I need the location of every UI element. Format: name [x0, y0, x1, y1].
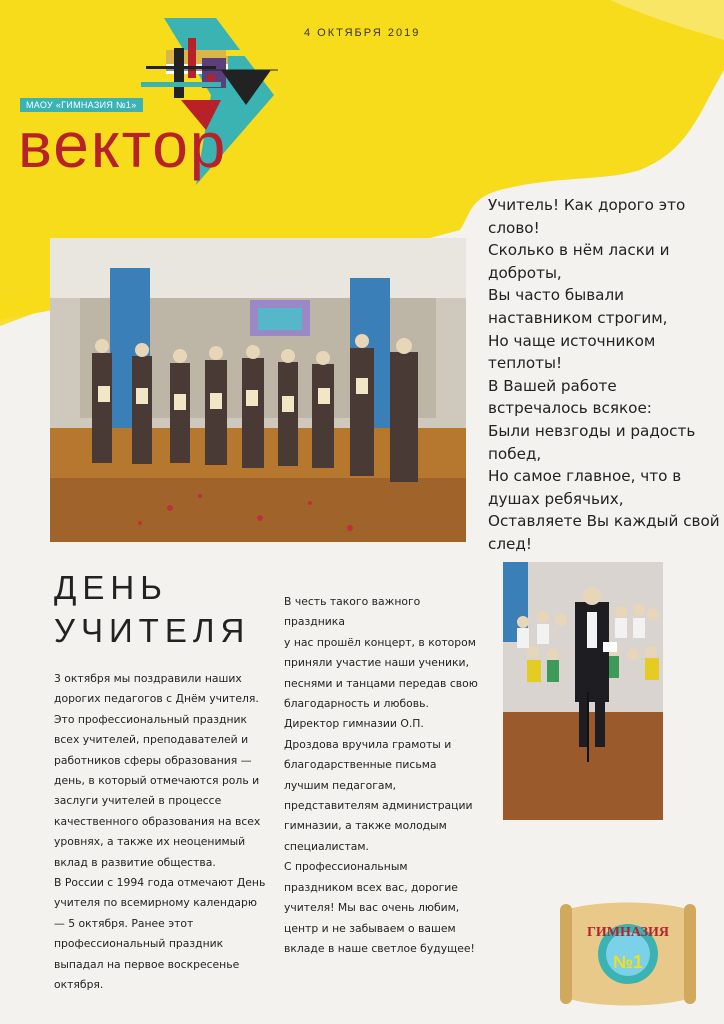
article-text-left: 3 октября мы поздравили наших дорогих педагогов с Днём учителя. Это профессиональный праздник всех учителей, преподавателей и работников сферы образования — день, в который отмечаются роль и заслуги учителей в процессе качественного образования на всех уровнях, а также их неоценимый вклад в развитие общества. В России с 1994 года отмечают День учителя по всемирному календарю — 5 октября. Ранее этот профессиональный праздник выпадал на первое воскресенье октября.	[54, 672, 266, 992]
issue-date: 4 ОКТЯБРЯ 2019	[304, 27, 421, 39]
article-title: ДЕНЬ УЧИТЕЛЯ	[54, 569, 251, 649]
teacher-poem: Учитель! Как дорого это слово! Сколько в нём ласки и доброты, Вы часто бывали наставником строгим, Но чаще источником теплоты! В Вашей работе встречалось всякое: Были невзгоды и радость побед, Но самое главное, что в душах ребячьих, Оставляете Вы каждый свой след!	[488, 196, 720, 553]
concert-photo	[503, 562, 663, 820]
school-badge-logo	[556, 896, 700, 1012]
article-text-middle: В честь такого важного праздника у нас прошёл концерт, в котором приняли участие наши ученики, песнями и танцами передав свою благодарность и любовь. Директор гимназии О.П. Дроздова вручила грамоты и благодарственные письма лучшим педагогам, представителям администрации гимназии, а также молодым специалистам. С профессиональным праздником всех вас, дорогие учителя! Мы вас очень любим, центр и не забываем о вашем вкладе в наше светлое будущее!	[284, 595, 478, 955]
badge-number: №1	[612, 952, 644, 972]
badge-title: ГИМНАЗИЯ	[586, 925, 670, 940]
masthead-title: вектор	[18, 109, 228, 181]
school-tag: МАОУ «ГИМНАЗИЯ №1»	[20, 98, 143, 112]
teachers-award-photo	[50, 238, 466, 542]
